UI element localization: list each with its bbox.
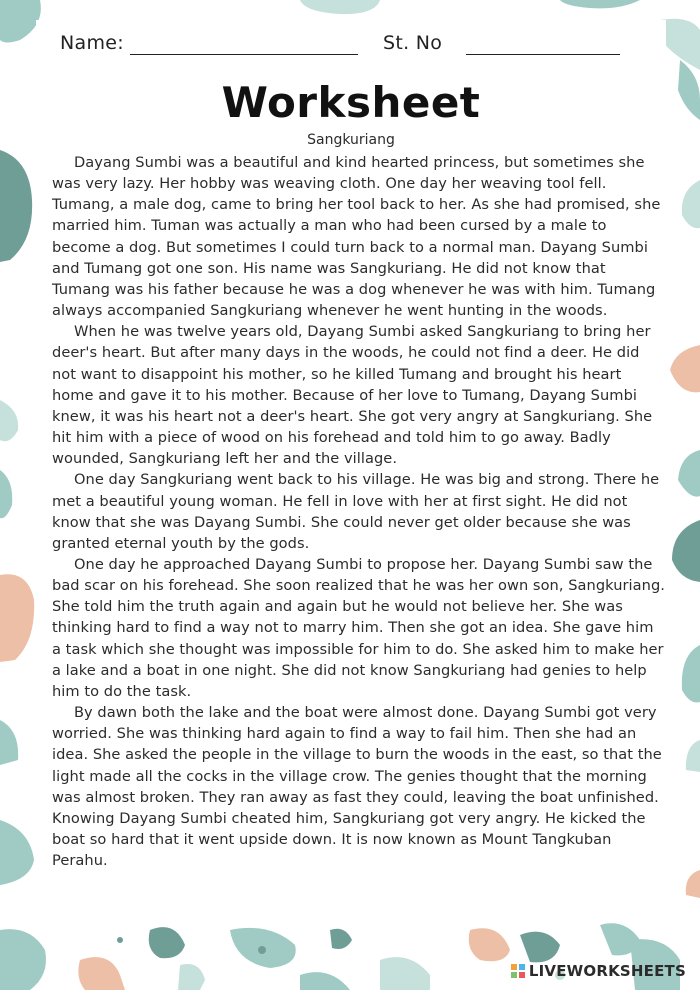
- story-paragraph: One day he approached Dayang Sumbi to propose her. Dayang Sumbi saw the bad scar on his forehead. She soon realized that he was her own son, Sangkuriang. She told him the truth again and again but he would not believe her. She was thinking hard to find a way not to marry him. Then she got an idea. She gave him a task which she thought was impossible for him to do. She asked him to make her a lake and a boat in one night. She did not know Sangkuriang had genies to help him to do the task.: [52, 555, 665, 700]
- student-number-answer-line[interactable]: [466, 54, 620, 55]
- liveworksheets-logo-text: LIVEWORKSHEETS: [528, 962, 686, 980]
- name-answer-line[interactable]: [130, 54, 358, 55]
- liveworksheets-logo-icon: [511, 964, 525, 978]
- page-title: Worksheet: [221, 78, 481, 127]
- worksheet-page: [36, 20, 666, 920]
- story-title: Sangkuriang: [307, 132, 395, 148]
- story-paragraph: One day Sangkuriang went back to his village. He was big and strong. There he met a beautiful young woman. He fell in love with her at first sight. He did not know that she was Dayang Sumbi. She could never get older because she was granted eternal youth by the gods.: [52, 471, 660, 552]
- liveworksheets-logo: [511, 962, 686, 980]
- story-paragraph: Dayang Sumbi was a beautiful and kind hearted princess, but sometimes she was very lazy. Her hobby was weaving cloth. One day her weaving tool fell. Tumang, a male dog, came to bring her tool back to her. As she had promised, she married him. Tuman was actually a man who had been cursed by a male to become a dog. But sometimes I could turn back to a normal man. Dayang Sumbi and Tumang got one son. His name was Sangkuriang. He did not know that Tumang was his father because he was a dog whenever he was with him. Tumang always accompanied Sangkuriang whenever he went hunting in the woods.: [52, 154, 661, 320]
- story-paragraph: By dawn both the lake and the boat were almost done. Dayang Sumbi got very worried. She was thinking hard again to find a way to fail him. Then she had an idea. She asked the people in the village to burn the woods in the east, so that the light made all the cocks in the village crow. The genies thought that the morning was almost broken. They ran away as fast they could, leaving the boat unfinished. Knowing Dayang Sumbi cheated him, Sangkuriang got very angry. He kicked the boat so hard that it went upside down. It is now known as Mount Tangkuban Perahu.: [52, 704, 662, 870]
- header-row: [60, 32, 666, 62]
- story-paragraph: When he was twelve years old, Dayang Sumbi asked Sangkuriang to bring her deer's heart. But after many days in the woods, he could not find a deer. He did not want to disappoint his mother, so he killed Tumang and brought his heart home and gave it to his mother. Because of her love to Tumang, Dayang Sumbi knew, it was his heart not a deer's heart. She got very angry at Sangkuriang. She hit him with a piece of wood on his forehead and told him to go away. Badly wounded, Sangkuriang left her and the village.: [52, 323, 653, 468]
- name-label: Name:: [60, 32, 124, 54]
- student-number-label: St. No: [383, 32, 443, 54]
- story-text: [52, 152, 666, 871]
